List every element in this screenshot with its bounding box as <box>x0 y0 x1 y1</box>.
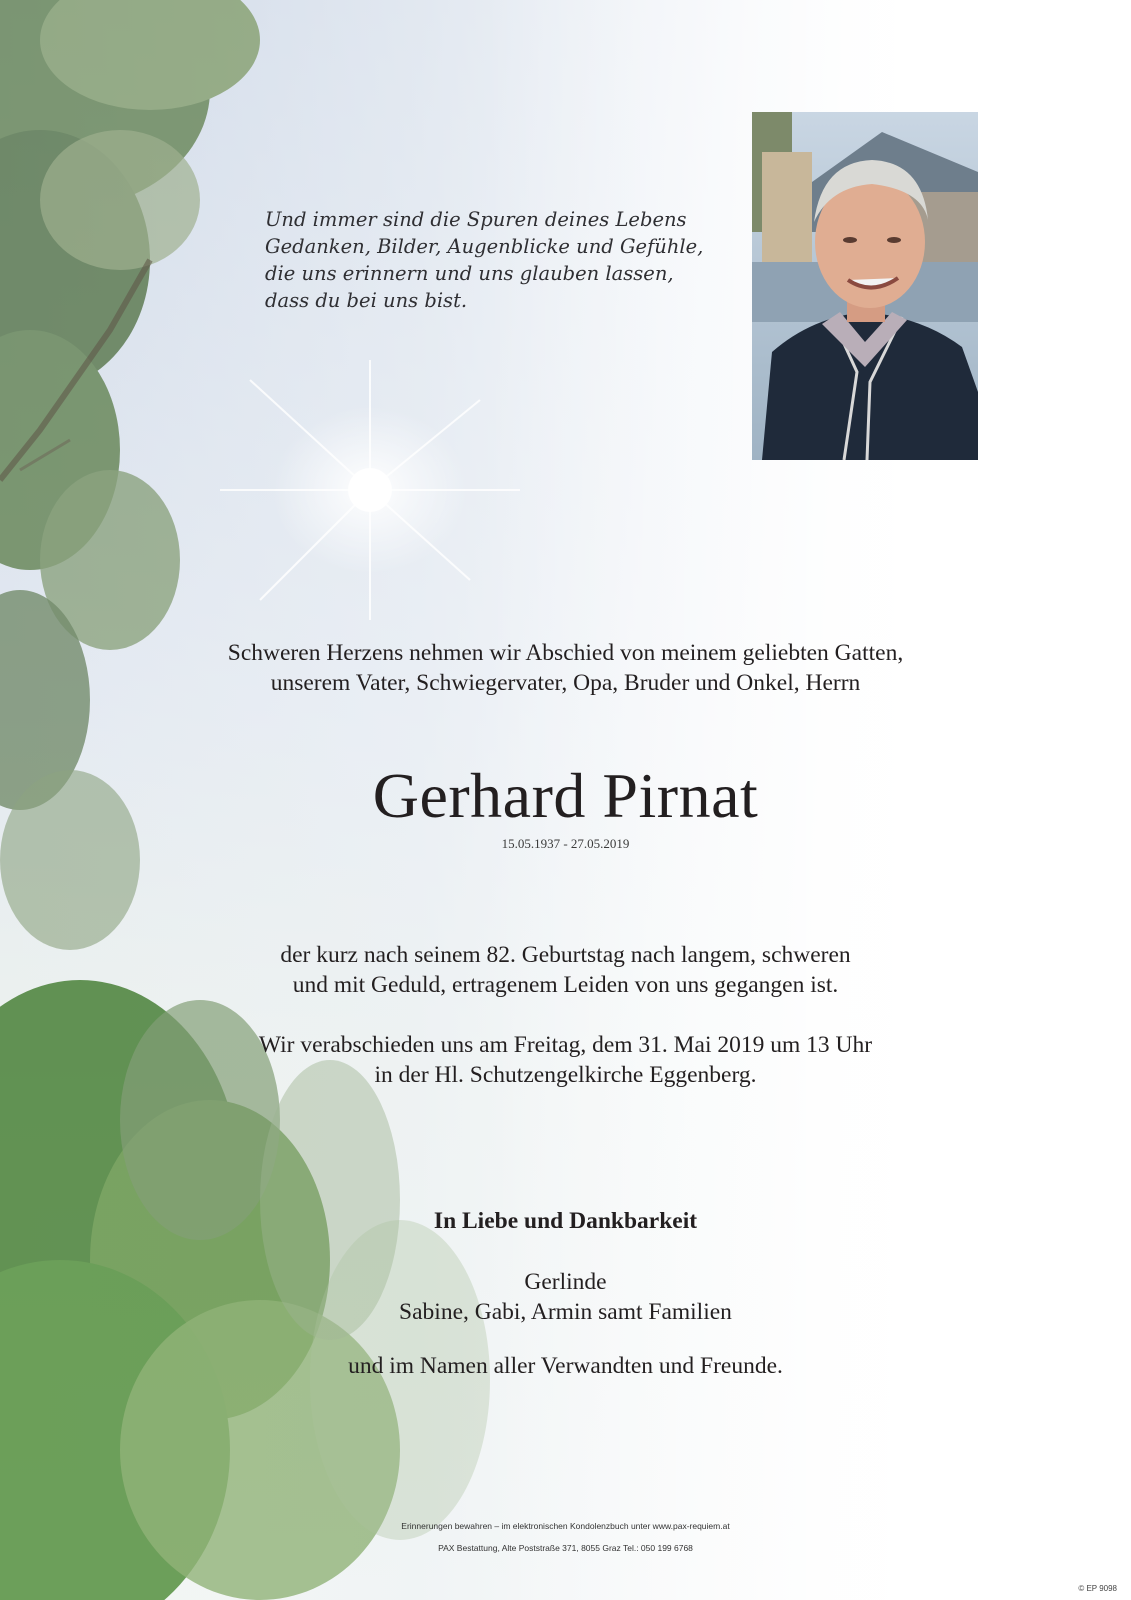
farewell-line: in der Hl. Schutzengelkirche Eggenberg. <box>374 1062 757 1088</box>
intro-line: unserem Vater, Schwiegervater, Opa, Bruder und Onkel, Herrn <box>270 670 861 696</box>
quote-line: Gedanken, Bilder, Augenblicke und Gefühle, <box>265 235 704 258</box>
document-code: © EP 9098 <box>1078 1584 1117 1593</box>
intro-line: Schweren Herzens nehmen wir Abschied von meinem geliebten Gatten, <box>227 640 904 666</box>
mourners-names <box>0 1267 1131 1327</box>
farewell-text <box>0 1030 1131 1090</box>
life-dates: 15.05.1937 - 27.05.2019 <box>501 836 630 851</box>
mourner-name: Sabine, Gabi, Armin samt Familien <box>399 1299 732 1325</box>
announcement-intro <box>0 638 1131 698</box>
deceased-name: Gerhard Pirnat <box>372 760 759 831</box>
footer-funeral-home: PAX Bestattung, Alte Poststraße 371, 8055 Graz Tel.: 050 199 6768 <box>438 1543 693 1553</box>
passing-line: und mit Geduld, ertragenem Leiden von uns gegangen ist. <box>292 972 839 998</box>
passing-line: der kurz nach seinem 82. Geburtstag nach langem, schweren <box>280 942 851 968</box>
mourners-closing: und im Namen aller Verwandten und Freunde. <box>348 1353 783 1379</box>
mourners-heading: In Liebe und Dankbarkeit <box>433 1208 698 1234</box>
quote-line: Und immer sind die Spuren deines Lebens <box>265 208 687 231</box>
mourner-name: Gerlinde <box>524 1269 607 1295</box>
footer-condolence-note: Erinnerungen bewahren – im elektronischen Kondolenzbuch unter www.pax-requiem.at <box>401 1521 730 1531</box>
passing-text <box>0 940 1131 1000</box>
quote-line: die uns erinnern und uns glauben lassen, <box>265 262 674 285</box>
portrait-photo <box>752 112 978 460</box>
memorial-quote <box>265 206 704 314</box>
farewell-line: Wir verabschieden uns am Freitag, dem 31. Mai 2019 um 13 Uhr <box>258 1032 873 1058</box>
quote-line: dass du bei uns bist. <box>265 289 468 312</box>
